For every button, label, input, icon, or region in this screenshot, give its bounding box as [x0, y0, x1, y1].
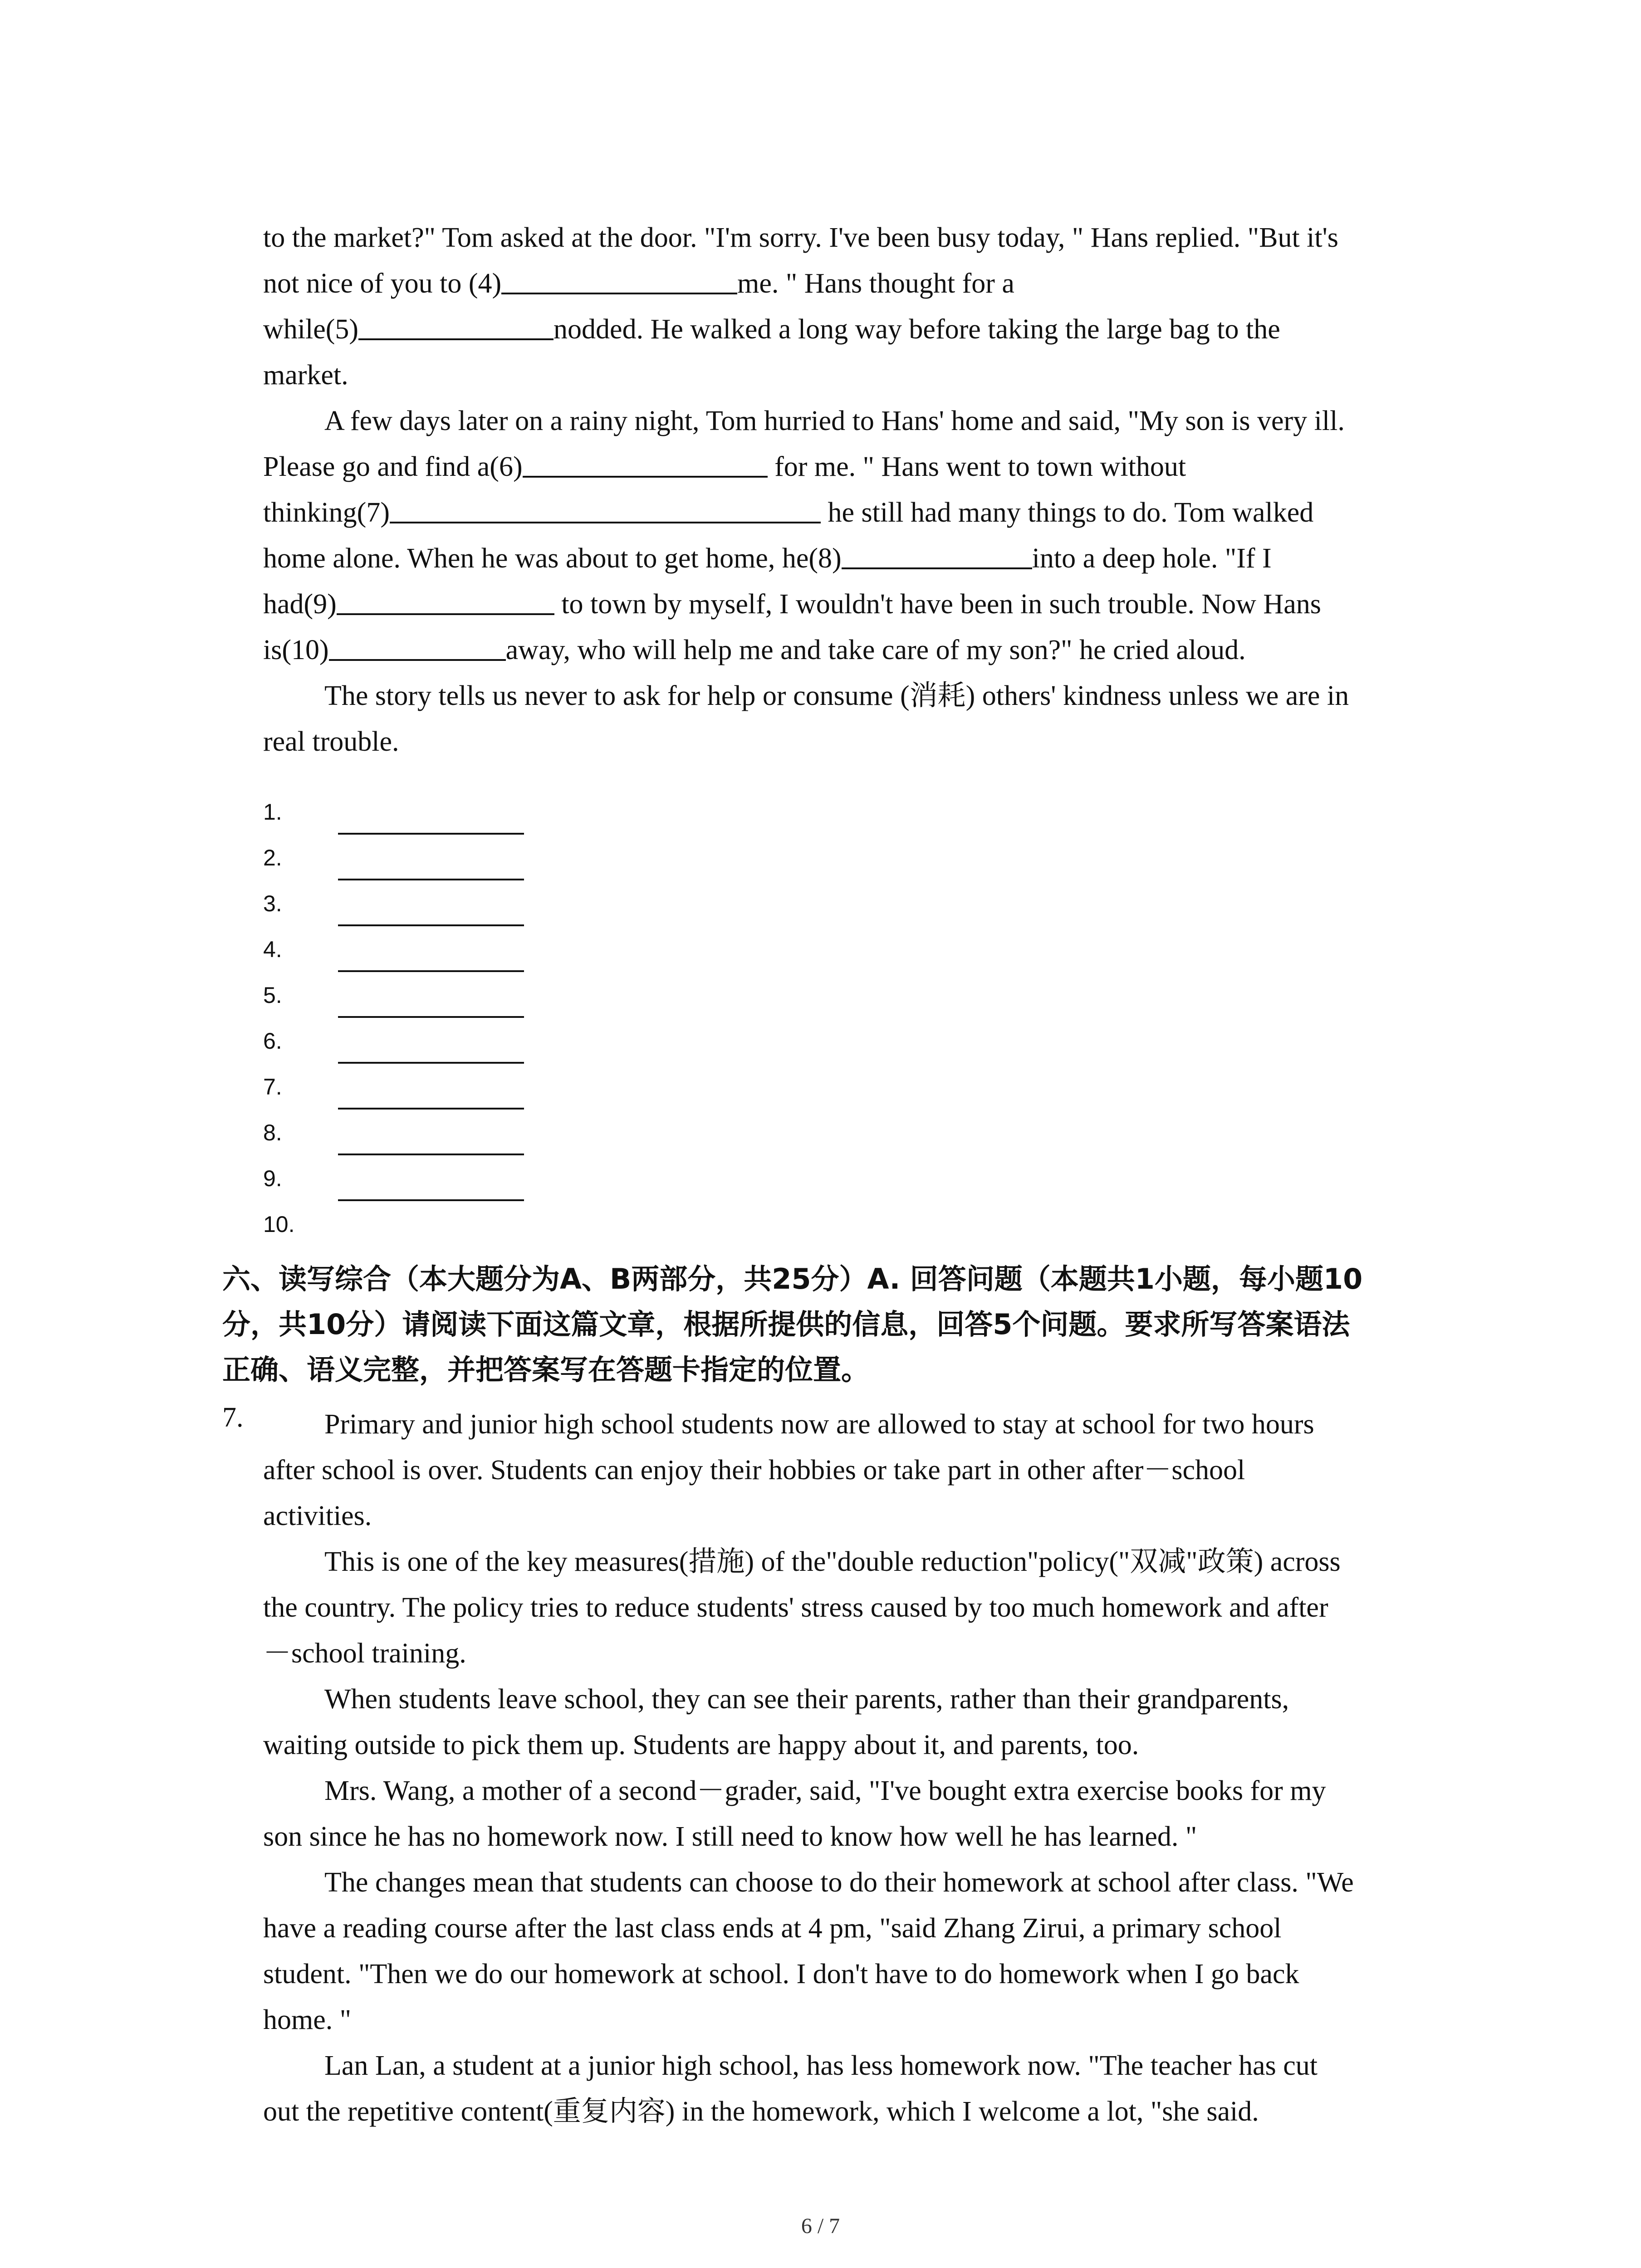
answer-line[interactable]	[338, 1062, 524, 1064]
answer-number: 7.	[263, 1074, 282, 1100]
answer-blank-5[interactable]	[358, 310, 554, 340]
answer-line[interactable]	[338, 924, 524, 926]
question-line: Primary and junior high school students now are allowed to stay at school for two hours	[324, 1409, 1314, 1440]
question-line: －school training.	[263, 1638, 466, 1669]
answer-line[interactable]	[338, 1199, 524, 1201]
question-line: after school is over. Students can enjoy their hobbies or take part in other after－school	[263, 1455, 1245, 1486]
question-line: Mrs. Wang, a mother of a second－grader, said, "I've bought extra exercise books for my	[324, 1775, 1326, 1806]
passage-line: A few days later on a rainy night, Tom hurried to Hans' home and said, "My son is very ill.	[324, 406, 1345, 436]
question-line: Lan Lan, a student at a junior high school, has less homework now. "The teacher has cut	[324, 2050, 1318, 2081]
passage-line: is(10) away, who will help me and take care of my son?" he cried aloud.	[263, 627, 1461, 673]
question-line: waiting outside to pick them up. Students are happy about it, and parents, too.	[263, 1730, 1139, 1760]
section-heading-line: 分，共10分）请阅读下面这篇文章，根据所提供的信息，回答5个问题。要求所写答案语法	[222, 1308, 1350, 1341]
page-number: 6 / 7	[801, 2214, 840, 2238]
answer-number: 5.	[263, 982, 282, 1008]
answer-blank-4[interactable]	[501, 264, 737, 294]
question-line: The changes mean that students can choose to do their homework at school after class. "We	[324, 1867, 1354, 1898]
passage-line: real trouble.	[263, 726, 399, 757]
answer-line[interactable]	[338, 833, 524, 835]
answer-number: 8.	[263, 1120, 282, 1145]
section-heading-line: 正确、语义完整，并把答案写在答题卡指定的位置。	[222, 1353, 870, 1386]
answer-number: 10.	[263, 1212, 295, 1237]
question-number: 7.	[222, 1402, 244, 1433]
section-heading	[222, 1256, 1461, 1393]
answer-number: 1.	[263, 799, 282, 825]
passage-line: while(5) nodded. He walked a long way before taking the large bag to the	[263, 307, 1461, 352]
answer-number: 6.	[263, 1028, 282, 1054]
passage-line: thinking(7) he still had many things to do. Tom walked	[263, 490, 1461, 536]
answer-line[interactable]	[338, 1108, 524, 1110]
answer-blank-8[interactable]	[842, 539, 1032, 569]
answer-number: 2.	[263, 845, 282, 870]
passage-line: to the market?" Tom asked at the door. "I'm sorry. I've been busy today, " Hans replied. "But it's	[263, 222, 1338, 253]
question-7	[222, 1402, 1461, 2135]
answer-number: 4.	[263, 937, 282, 962]
answer-blank-9[interactable]	[337, 585, 554, 615]
answer-blank-7[interactable]	[390, 494, 821, 523]
question-line: When students leave school, they can see their parents, rather than their grandparents,	[324, 1684, 1289, 1715]
passage-line: had(9) to town by myself, I wouldn't have been in such trouble. Now Hans	[263, 582, 1461, 627]
passage-line: home alone. When he was about to get home, he(8) into a deep hole. "If I	[263, 536, 1461, 582]
question-line: the country. The policy tries to reduce students' stress caused by too much homework and after	[263, 1592, 1328, 1623]
question-line: activities.	[263, 1501, 372, 1531]
question-line: This is one of the key measures(措施) of the"double reduction"policy("双减"政策) across	[324, 1546, 1341, 1577]
question-line: have a reading course after the last class ends at 4 pm, "said Zhang Zirui, a primary school	[263, 1913, 1282, 1944]
answer-line[interactable]	[338, 1154, 524, 1155]
passage-line: market.	[263, 360, 348, 391]
section-heading-line: 六、读写综合（本大题分为A、B两部分，共25分）A. 回答问题（本题共1小题，每小题10	[222, 1262, 1363, 1295]
answer-number: 9.	[263, 1166, 282, 1191]
question-line: student. "Then we do our homework at school. I don't have to do homework when I go back	[263, 1959, 1299, 1989]
passage-line: Please go and find a(6) for me. " Hans went to town without	[263, 444, 1461, 490]
passage-line: not nice of you to (4) me. " Hans thought for a	[263, 261, 1461, 307]
question-line: son since he has no homework now. I still need to know how well he has learned. "	[263, 1821, 1197, 1852]
answer-line[interactable]	[338, 1016, 524, 1018]
passage-continuation	[263, 215, 1461, 765]
answer-line[interactable]	[338, 970, 524, 972]
passage-line: The story tells us never to ask for help or consume (消耗) others' kindness unless we are in	[324, 680, 1349, 711]
answer-blank-6[interactable]	[523, 448, 768, 478]
question-line: home. "	[263, 2004, 352, 2035]
answer-blank-10[interactable]	[329, 631, 506, 661]
answer-number: 3.	[263, 891, 282, 916]
question-line: out the repetitive content(重复内容) in the homework, which I welcome a lot, "she said.	[263, 2096, 1259, 2127]
answer-line[interactable]	[338, 879, 524, 880]
